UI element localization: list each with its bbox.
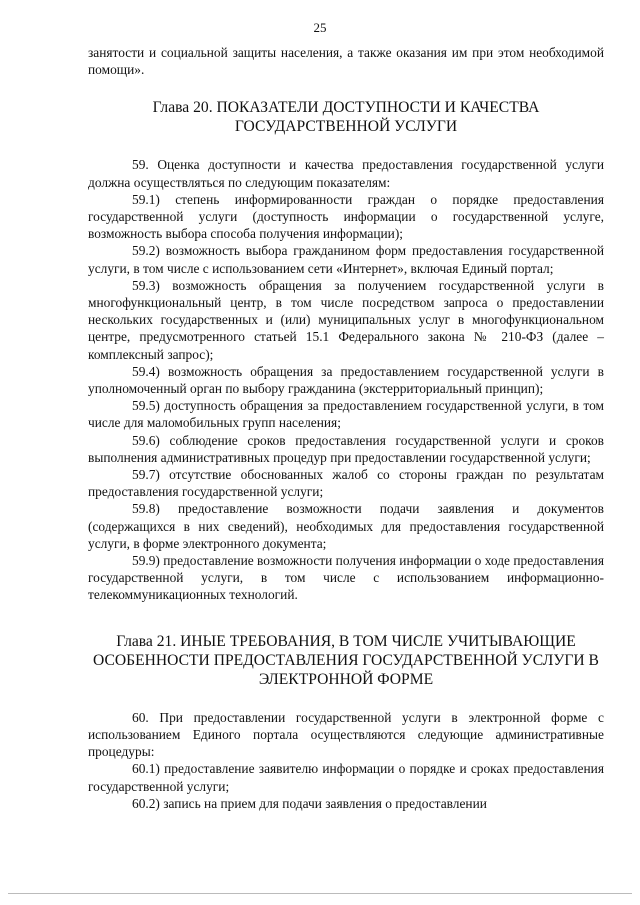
- paragraph-59-6: 59.6) соблюдение сроков предоставления государственной услуги и сроков выполнения административных процедур при предоставлении государственной услуги;: [88, 432, 604, 465]
- chapter-21-title-line-2: ОСОБЕННОСТИ ПРЕДОСТАВЛЕНИЯ ГОСУДАРСТВЕННОЙ УСЛУГИ В: [93, 651, 599, 669]
- chapter-20-body: [88, 156, 604, 603]
- paragraph-59-2: 59.2) возможность выбора гражданином форм предоставления государственной услуги, в том числе с использованием сети «Интернет», включая Единый портал;: [88, 243, 604, 276]
- paragraph-59: 59. Оценка доступности и качества предоставления государственной услуги должна осуществляться по следующим показателям:: [88, 157, 604, 190]
- paragraph-59-5: 59.5) доступность обращения за предоставлением государственной услуги, в том числе для маломобильных групп населения;: [88, 398, 604, 431]
- document-body: [88, 44, 604, 812]
- chapter-20-heading: [88, 98, 604, 136]
- paragraph-59-3: 59.3) возможность обращения за получением государственной услуги в многофункциональный центр, в том числе посредством запроса о предоставлении нескольких государственных и (или) муниципальных услуг в многофункциональном центре, предусмотренного статьей 15.1 Федерального закона № 210-ФЗ (далее – комплексный запрос);: [88, 277, 604, 362]
- paragraph-59-7: 59.7) отсутствие обоснованных жалоб со стороны граждан по результатам предоставления государственной услуги;: [88, 467, 604, 500]
- chapter-21-heading: [88, 632, 604, 689]
- paragraph-59-1: 59.1) степень информированности граждан о порядке предоставления государственной услуги (доступность информации о государственной услуге, возможность выбора способа получения информации);: [88, 191, 604, 242]
- page-number: 25: [313, 20, 327, 35]
- paragraph-59-4: 59.4) возможность обращения за предоставлением государственной услуги в уполномоченный орган по выбору гражданина (экстерриториальный принцип);: [88, 363, 604, 397]
- chapter-21-body: [88, 709, 604, 812]
- chapter-21-title-line-1: Глава 21. ИНЫЕ ТРЕБОВАНИЯ, В ТОМ ЧИСЛЕ УЧИТЫВАЮЩИЕ: [116, 632, 576, 650]
- chapter-21-title-line-3: ЭЛЕКТРОННОЙ ФОРМЕ: [258, 670, 434, 688]
- scan-edge-line: [8, 893, 632, 894]
- paragraph-60: 60. При предоставлении государственной услуги в электронной форме с использованием Единого портала осуществляются следующие административные процедуры:: [88, 709, 604, 760]
- paragraph-59-8: 59.8) предоставление возможности подачи заявления и документов (содержащихся в них сведений), необходимых для предоставления государственной услуги, в форме электронного документа;: [88, 501, 604, 551]
- chapter-20-title-line-2: ГОСУДАРСТВЕННОЙ УСЛУГИ: [234, 118, 458, 136]
- paragraph-60-2: 60.2) запись на прием для подачи заявления о предоставлении: [132, 795, 487, 811]
- paragraph-60-1: 60.1) предоставление заявителю информации о порядке и сроках предоставления государственной услуги;: [88, 761, 604, 794]
- intro-fragment: занятости и социальной защиты населения, а также оказания им при этом необходимой помощи».: [88, 45, 604, 78]
- paragraph-59-9: 59.9) предоставление возможности получения информации о ходе предоставления государственной услуги, в том числе с использованием информационно-телекоммуникационных технологий.: [88, 553, 604, 603]
- chapter-20-title-line-1: Глава 20. ПОКАЗАТЕЛИ ДОСТУПНОСТИ И КАЧЕСТВА: [152, 99, 540, 117]
